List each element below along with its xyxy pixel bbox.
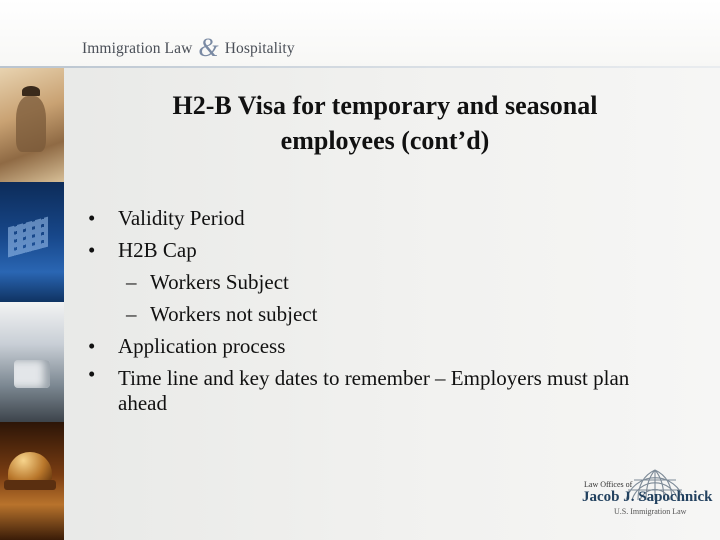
logo-line-3: U.S. Immigration Law: [614, 507, 687, 516]
brand-left-text: Immigration Law: [82, 40, 193, 57]
photo-keyboard: [0, 182, 64, 302]
header-divider: [0, 66, 720, 68]
bell-icon: [8, 452, 52, 480]
law-office-logo: [574, 460, 713, 520]
photo-keys: [8, 217, 48, 258]
list-item: [88, 362, 678, 416]
list-item: [88, 202, 678, 234]
slide-title-line-2: employees (cont’d): [280, 126, 490, 155]
bullet-list: [88, 202, 678, 416]
list-item: [88, 234, 678, 266]
sub-list-item: [88, 266, 678, 298]
bullet-marker: •: [88, 334, 96, 358]
photo-waiter: [0, 68, 64, 182]
list-item-text: Validity Period: [118, 206, 245, 230]
list-item-text: H2B Cap: [118, 238, 197, 262]
list-item-text: Application process: [118, 334, 286, 358]
brand-ampersand: &: [198, 33, 219, 62]
logo-line-1: Law Offices of: [584, 480, 633, 489]
photo-strip: [0, 68, 64, 540]
slide-title-line-1: H2-B Visa for temporary and seasonal: [172, 91, 598, 120]
list-item-text: Workers Subject: [150, 270, 289, 294]
header-band: [0, 0, 720, 66]
bullet-marker: •: [88, 362, 96, 386]
brand-right-text: Hospitality: [224, 40, 295, 57]
logo-firm-name: Jacob J. Sapochnick: [582, 489, 713, 505]
photo-service-bell: [0, 422, 64, 540]
photo-pot: [14, 360, 50, 388]
sub-list-item: [88, 298, 678, 330]
list-item-text: Workers not subject: [150, 302, 318, 326]
bullet-marker: •: [88, 238, 96, 262]
dash-marker: –: [126, 302, 137, 326]
photo-figure-head: [22, 86, 40, 96]
list-item-text: Time line and key dates to remember – Employers must plan ahead: [118, 366, 630, 415]
photo-kitchen: [0, 302, 64, 422]
slide-title: [70, 88, 700, 158]
bell-base: [4, 480, 56, 490]
bullet-marker: •: [88, 206, 96, 230]
header-brand: [82, 30, 295, 60]
dash-marker: –: [126, 270, 137, 294]
photo-figure-body: [16, 96, 46, 152]
list-item: [88, 330, 678, 362]
